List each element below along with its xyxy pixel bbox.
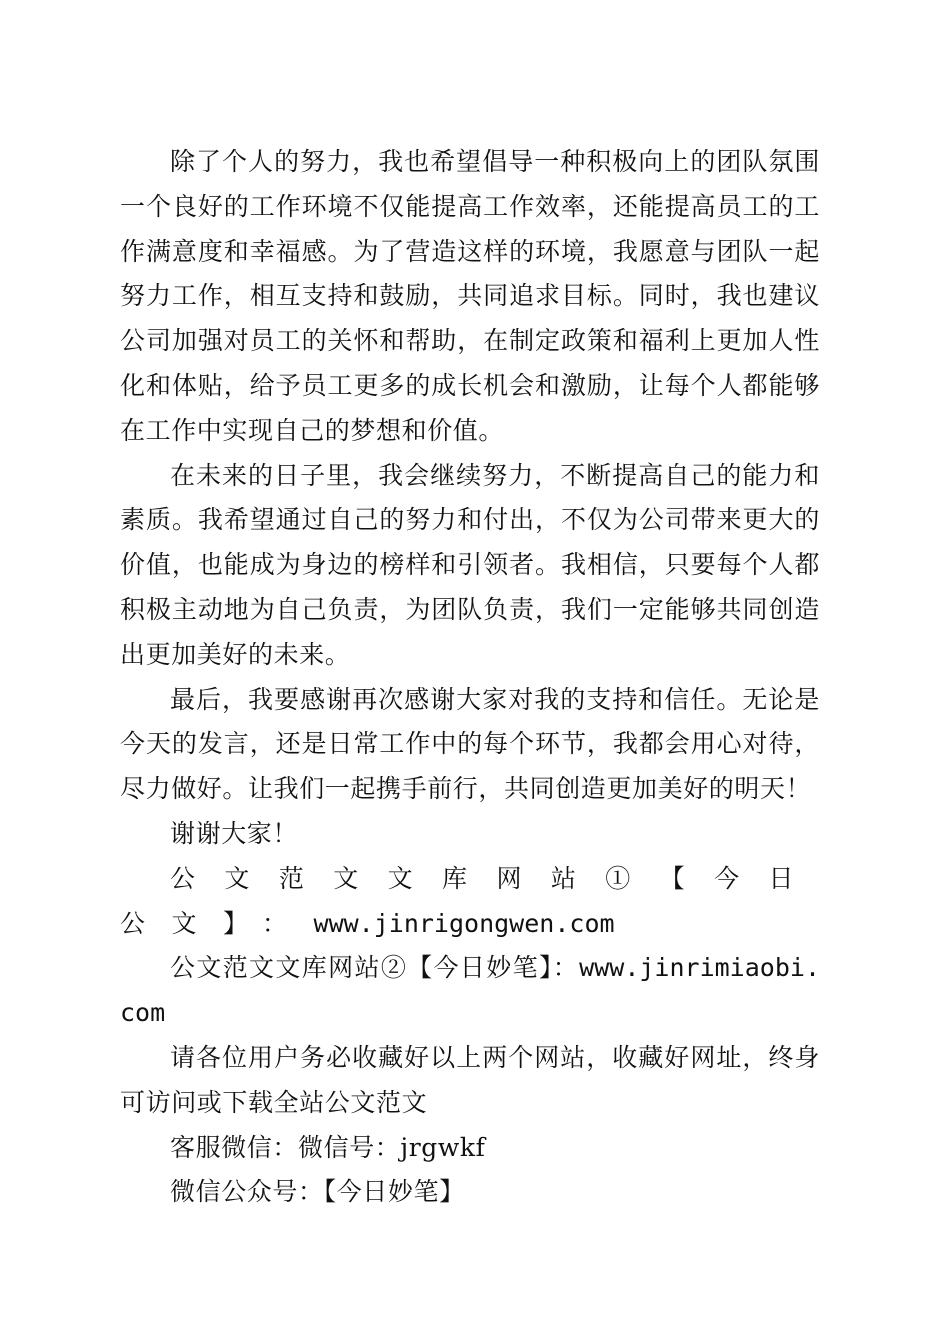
site-2-url: www.jinrimiaobi.com <box>120 953 820 1028</box>
document-body <box>120 140 820 1215</box>
closing-line: 谢谢大家！ <box>170 818 299 848</box>
site-2-label: 公文范文文库网站②【今日妙笔】： <box>170 953 580 983</box>
official-account: 微信公众号：【今日妙笔】 <box>170 1177 465 1207</box>
paragraph-team-atmosphere: 除了个人的努力，我也希望倡导一种积极向上的团队氛围一个良好的工作环境不仅能提高工作效率，还能提高员工的工作满意度和幸福感。为了营造这样的环境，我愿意与团队一起努力工作，相互支持和鼓励，共同追求目标。同时，我也建议公司加强对员工的关怀和帮助，在制定政策和福利上更加人性化和体贴，给予员工更多的成长机会和激励，让每个人都能够在工作中实现自己的梦想和价值。 <box>120 147 820 445</box>
site-1-url: www.jinrigongwen.com <box>313 908 615 938</box>
paragraph-thanks: 最后，我要感谢再次感谢大家对我的支持和信任。无论是今天的发言，还是日常工作中的每个环节，我都会用心对待，尽力做好。让我们一起携手前行，共同创造更加美好的明天！ <box>120 684 820 804</box>
site-2-line <box>120 946 820 1036</box>
site-1-line <box>120 857 820 947</box>
paragraph-future: 在未来的日子里，我会继续努力，不断提高自己的能力和素质。我希望通过自己的努力和付出，不仅为公司带来更大的价值，也能成为身边的榜样和引领者。我相信，只要每个人都积极主动地为自己负责，为团队负责，我们一定能够共同创造出更加美好的未来。 <box>120 460 820 669</box>
service-wechat: 客服微信：微信号：jrgwkf <box>170 1132 486 1162</box>
site-1-label: 公文范文文库网站①【今日公文】： <box>120 863 820 938</box>
bookmark-notice: 请各位用户务必收藏好以上两个网站，收藏好网址，终身可访问或下载全站公文范文 <box>120 1042 820 1117</box>
